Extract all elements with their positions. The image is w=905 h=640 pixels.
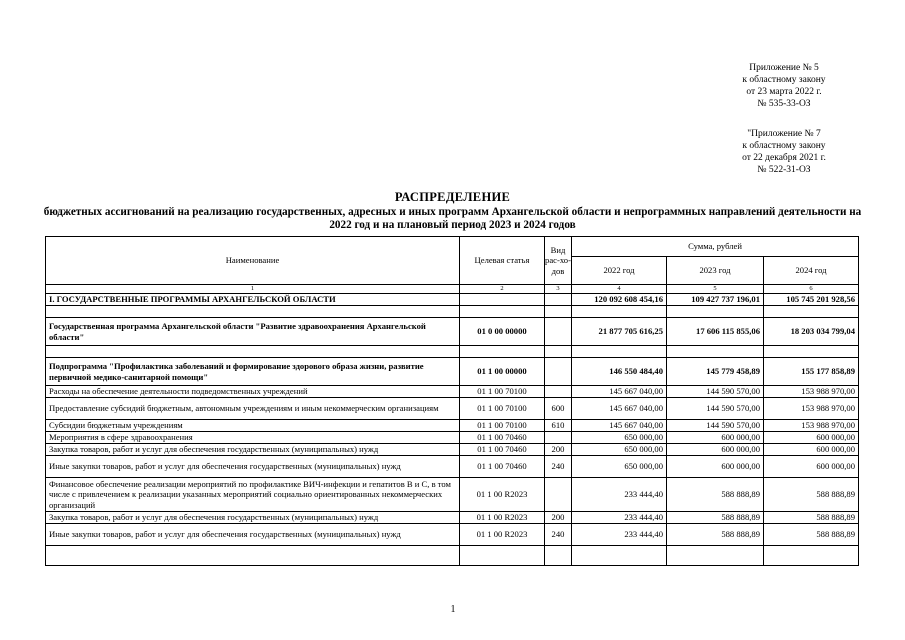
table-row	[46, 386, 859, 398]
row-kind	[545, 306, 572, 318]
row-kind	[545, 294, 572, 306]
column-number: 3	[545, 285, 572, 294]
row-2024: 588 888,89	[764, 478, 859, 512]
row-target: 01 1 00 70460	[460, 456, 545, 478]
row-target: 01 1 00 70100	[460, 398, 545, 420]
row-name	[46, 546, 460, 566]
row-2022: 145 667 040,00	[572, 420, 667, 432]
table-row-empty	[46, 306, 859, 318]
budget-table	[45, 236, 859, 566]
row-2023	[667, 546, 764, 566]
row-kind: 610	[545, 420, 572, 432]
row-target: 01 1 00 00000	[460, 358, 545, 386]
row-2024: 155 177 858,89	[764, 358, 859, 386]
row-2024: 153 988 970,00	[764, 398, 859, 420]
row-target: 01 1 00 R2023	[460, 478, 545, 512]
row-name: Государственная программа Архангельской области "Развитие здравоохранения Архангельской области"	[46, 318, 460, 346]
column-number-row	[46, 285, 859, 294]
header-2024: 2024 год	[764, 257, 859, 285]
header-2023: 2023 год	[667, 257, 764, 285]
row-kind	[545, 346, 572, 358]
row-name: Субсидии бюджетным учреждениям	[46, 420, 460, 432]
row-2022	[572, 306, 667, 318]
row-2022: 145 667 040,00	[572, 386, 667, 398]
table-row-empty	[46, 346, 859, 358]
table-row	[46, 358, 859, 386]
row-target: 01 1 00 70100	[460, 420, 545, 432]
table-row	[46, 420, 859, 432]
row-2024: 105 745 201 928,56	[764, 294, 859, 306]
row-target: 01 1 00 R2023	[460, 512, 545, 524]
row-kind: 200	[545, 512, 572, 524]
row-name	[46, 346, 460, 358]
row-2024: 600 000,00	[764, 444, 859, 456]
appendix-7-note	[720, 128, 848, 176]
document-title: РАСПРЕДЕЛЕНИЕ	[394, 190, 511, 204]
row-name: Иные закупки товаров, работ и услуг для обеспечения государственных (муниципальных) нужд	[46, 456, 460, 478]
table-row	[46, 444, 859, 456]
row-2023: 144 590 570,00	[667, 420, 764, 432]
row-2023: 144 590 570,00	[667, 386, 764, 398]
row-2024	[764, 306, 859, 318]
row-name: Подпрограмма "Профилактика заболеваний и формирование здорового образа жизни, развитие первичной медико-санитарной помощи"	[46, 358, 460, 386]
row-2023: 600 000,00	[667, 432, 764, 444]
row-target: 01 0 00 00000	[460, 318, 545, 346]
row-2023: 17 606 115 855,06	[667, 318, 764, 346]
row-2024: 588 888,89	[764, 512, 859, 524]
row-name	[46, 306, 460, 318]
appendix-line: "Приложение № 7	[747, 129, 821, 139]
table-row	[46, 432, 859, 444]
column-number: 2	[460, 285, 545, 294]
row-kind: 240	[545, 524, 572, 546]
row-name: Иные закупки товаров, работ и услуг для обеспечения государственных (муниципальных) нужд	[46, 524, 460, 546]
row-2024	[764, 346, 859, 358]
row-target: 01 1 00 R2023	[460, 524, 545, 546]
row-2022: 233 444,40	[572, 524, 667, 546]
header-name: Наименование	[46, 237, 460, 285]
row-2022: 650 000,00	[572, 456, 667, 478]
row-2023: 588 888,89	[667, 478, 764, 512]
row-kind	[545, 546, 572, 566]
header-sum: Сумма, рублей	[572, 237, 859, 257]
row-2022: 21 877 705 616,25	[572, 318, 667, 346]
appendix-line: от 22 декабря 2021 г.	[742, 153, 826, 163]
row-2022: 650 000,00	[572, 444, 667, 456]
row-name: Мероприятия в сфере здравоохранения	[46, 432, 460, 444]
row-target	[460, 546, 545, 566]
table-row	[46, 512, 859, 524]
row-2023: 145 779 458,89	[667, 358, 764, 386]
row-2022: 233 444,40	[572, 478, 667, 512]
row-target	[460, 346, 545, 358]
row-name: Финансовое обеспечение реализации мероприятий по профилактике ВИЧ-инфекции и гепатитов B и C, в том числе с привлечением к реализации указанных мероприятий социально ориентированных некоммерческих организаций	[46, 478, 460, 512]
row-2023: 600 000,00	[667, 456, 764, 478]
row-kind	[545, 432, 572, 444]
row-2024: 600 000,00	[764, 456, 859, 478]
appendix-line: № 535-33-ОЗ	[757, 99, 811, 109]
page-number: 1	[450, 604, 456, 615]
appendix-5-note	[720, 62, 848, 110]
row-2024: 18 203 034 799,04	[764, 318, 859, 346]
row-2023	[667, 346, 764, 358]
column-number: 5	[667, 285, 764, 294]
row-target	[460, 294, 545, 306]
row-target: 01 1 00 70460	[460, 432, 545, 444]
table-row-empty	[46, 546, 859, 566]
appendix-line: от 23 марта 2022 г.	[746, 87, 822, 97]
row-target	[460, 306, 545, 318]
header-target: Целевая статья	[460, 237, 545, 285]
row-2023: 600 000,00	[667, 444, 764, 456]
row-kind: 240	[545, 456, 572, 478]
table-row	[46, 524, 859, 546]
row-name: I. ГОСУДАРСТВЕННЫЕ ПРОГРАММЫ АРХАНГЕЛЬСКОЙ ОБЛАСТИ	[46, 294, 460, 306]
appendix-line: к областному закону	[742, 75, 826, 85]
appendix-line: Приложение № 5	[749, 63, 819, 73]
row-2024: 600 000,00	[764, 432, 859, 444]
row-name: Закупка товаров, работ и услуг для обеспечения государственных (муниципальных) нужд	[46, 444, 460, 456]
row-name: Расходы на обеспечение деятельности подведомственных учреждений	[46, 386, 460, 398]
row-2022: 233 444,40	[572, 512, 667, 524]
row-2024	[764, 546, 859, 566]
row-2023: 588 888,89	[667, 524, 764, 546]
table-row	[46, 456, 859, 478]
row-kind	[545, 386, 572, 398]
column-number: 4	[572, 285, 667, 294]
row-name: Предоставление субсидий бюджетным, автономным учреждениям и иным некоммерческим организациям	[46, 398, 460, 420]
header-kind: Вид рас-хо-дов	[545, 237, 572, 285]
row-2024: 153 988 970,00	[764, 420, 859, 432]
table-row	[46, 294, 859, 306]
row-2024: 153 988 970,00	[764, 386, 859, 398]
row-kind	[545, 478, 572, 512]
row-target: 01 1 00 70460	[460, 444, 545, 456]
row-2024: 588 888,89	[764, 524, 859, 546]
document-subtitle: бюджетных ассигнований на реализацию государственных, адресных и иных программ Архангельской области и непрограммных направлений деятельности на 2022 год и на плановый период 2023 и 2024 годов	[43, 206, 862, 231]
row-2022: 145 667 040,00	[572, 398, 667, 420]
appendix-line: № 522-31-ОЗ	[757, 165, 811, 175]
table-row	[46, 478, 859, 512]
table-row	[46, 318, 859, 346]
row-2022: 120 092 608 454,16	[572, 294, 667, 306]
row-kind	[545, 318, 572, 346]
row-2022	[572, 346, 667, 358]
row-kind: 600	[545, 398, 572, 420]
row-2023: 588 888,89	[667, 512, 764, 524]
row-2023: 109 427 737 196,01	[667, 294, 764, 306]
row-2022	[572, 546, 667, 566]
appendix-line: к областному закону	[742, 141, 826, 151]
row-kind: 200	[545, 444, 572, 456]
table-row	[46, 398, 859, 420]
column-number: 1	[46, 285, 460, 294]
row-2023: 144 590 570,00	[667, 398, 764, 420]
header-2022: 2022 год	[572, 257, 667, 285]
row-name: Закупка товаров, работ и услуг для обеспечения государственных (муниципальных) нужд	[46, 512, 460, 524]
column-number: 6	[764, 285, 859, 294]
row-target: 01 1 00 70100	[460, 386, 545, 398]
row-2022: 650 000,00	[572, 432, 667, 444]
row-2023	[667, 306, 764, 318]
row-2022: 146 550 484,40	[572, 358, 667, 386]
row-kind	[545, 358, 572, 386]
